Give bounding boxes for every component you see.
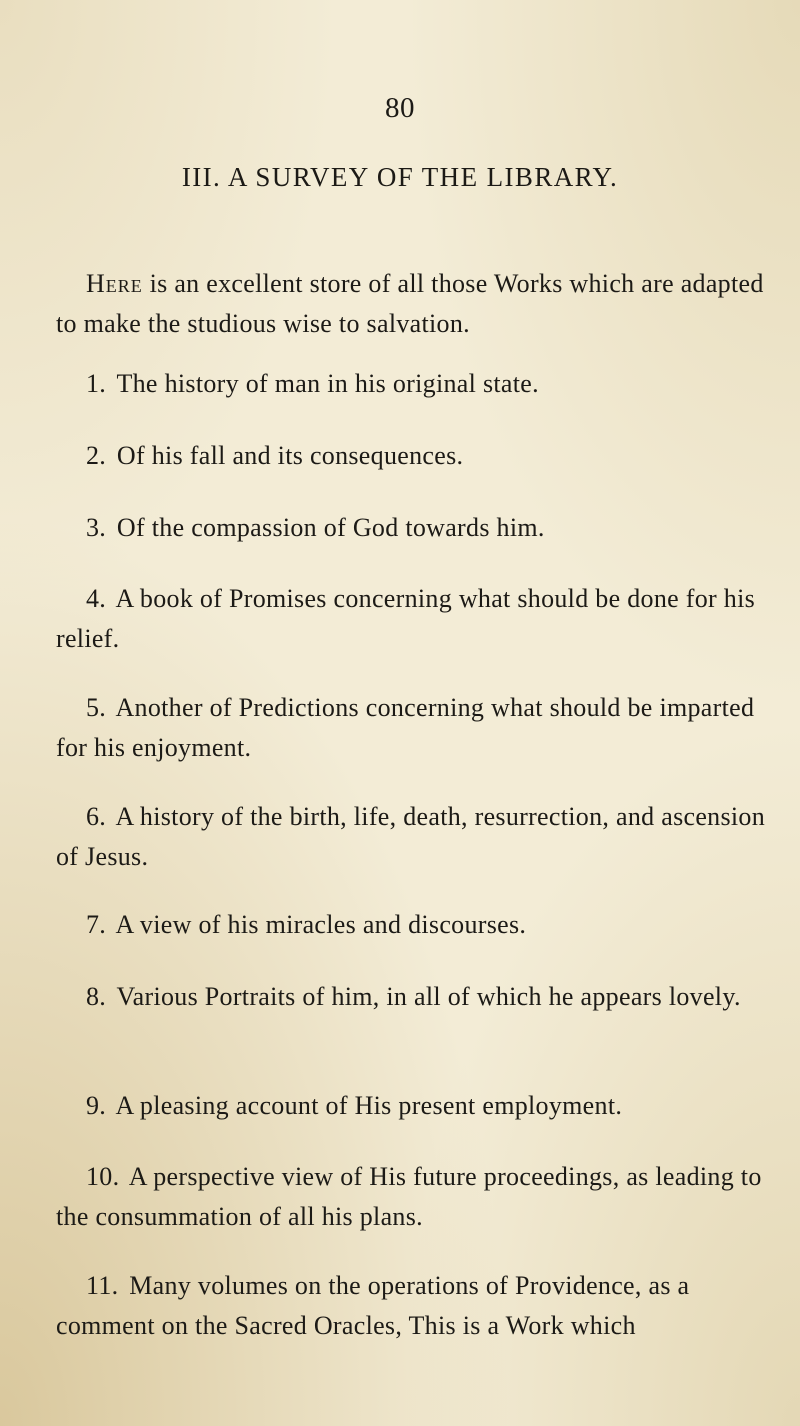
list-item — [56, 1086, 768, 1126]
item-number: 4. — [86, 584, 107, 613]
item-text: A history of the birth, life, death, resurrection, and ascension of Jesus. — [56, 802, 766, 871]
item-text: Another of Predictions concerning what should be imparted for his enjoyment. — [56, 693, 755, 762]
intro-lead-word: Here — [86, 269, 143, 298]
item-text: A pleasing account of His present employment. — [115, 1091, 623, 1120]
intro-text: is an excellent store of all those Works which are adapted to make the studious wise to salvation. — [56, 269, 764, 338]
item-number: 2. — [86, 441, 107, 470]
item-number: 11. — [86, 1271, 119, 1300]
list-item — [56, 977, 768, 1017]
list-item — [56, 905, 768, 945]
item-number: 5. — [86, 693, 107, 722]
item-text: Of his fall and its consequences. — [116, 441, 464, 470]
item-text: A perspective view of His future proceedings, as leading to the consummation of all his plans. — [56, 1162, 762, 1231]
list-item — [56, 579, 768, 659]
item-text: A view of his miracles and discourses. — [115, 910, 527, 939]
list-item — [56, 1157, 768, 1237]
item-text: Many volumes on the operations of Providence, as a comment on the Sacred Oracles, This is a Work which — [56, 1271, 690, 1340]
list-item — [56, 688, 768, 768]
list-item — [56, 364, 768, 404]
item-number: 6. — [86, 802, 107, 831]
intro-paragraph — [56, 264, 768, 344]
item-text: Various Portraits of him, in all of which he appears lovely. — [116, 982, 741, 1011]
list-item — [56, 436, 768, 476]
chapter-heading: III. A SURVEY OF THE LIBRARY. — [181, 162, 619, 192]
item-text: Of the compassion of God towards him. — [116, 513, 545, 542]
item-number: 3. — [86, 513, 107, 542]
item-number: 10. — [86, 1162, 120, 1191]
item-text: A book of Promises concerning what should be done for his relief. — [56, 584, 756, 653]
item-text: The history of man in his original state. — [116, 369, 539, 398]
item-number: 9. — [86, 1091, 107, 1120]
item-number: 1. — [86, 369, 107, 398]
page-number: 80 — [385, 92, 415, 124]
item-number: 8. — [86, 982, 107, 1011]
list-item — [56, 1266, 768, 1346]
list-item — [56, 508, 768, 548]
list-item — [56, 797, 768, 877]
item-number: 7. — [86, 910, 107, 939]
